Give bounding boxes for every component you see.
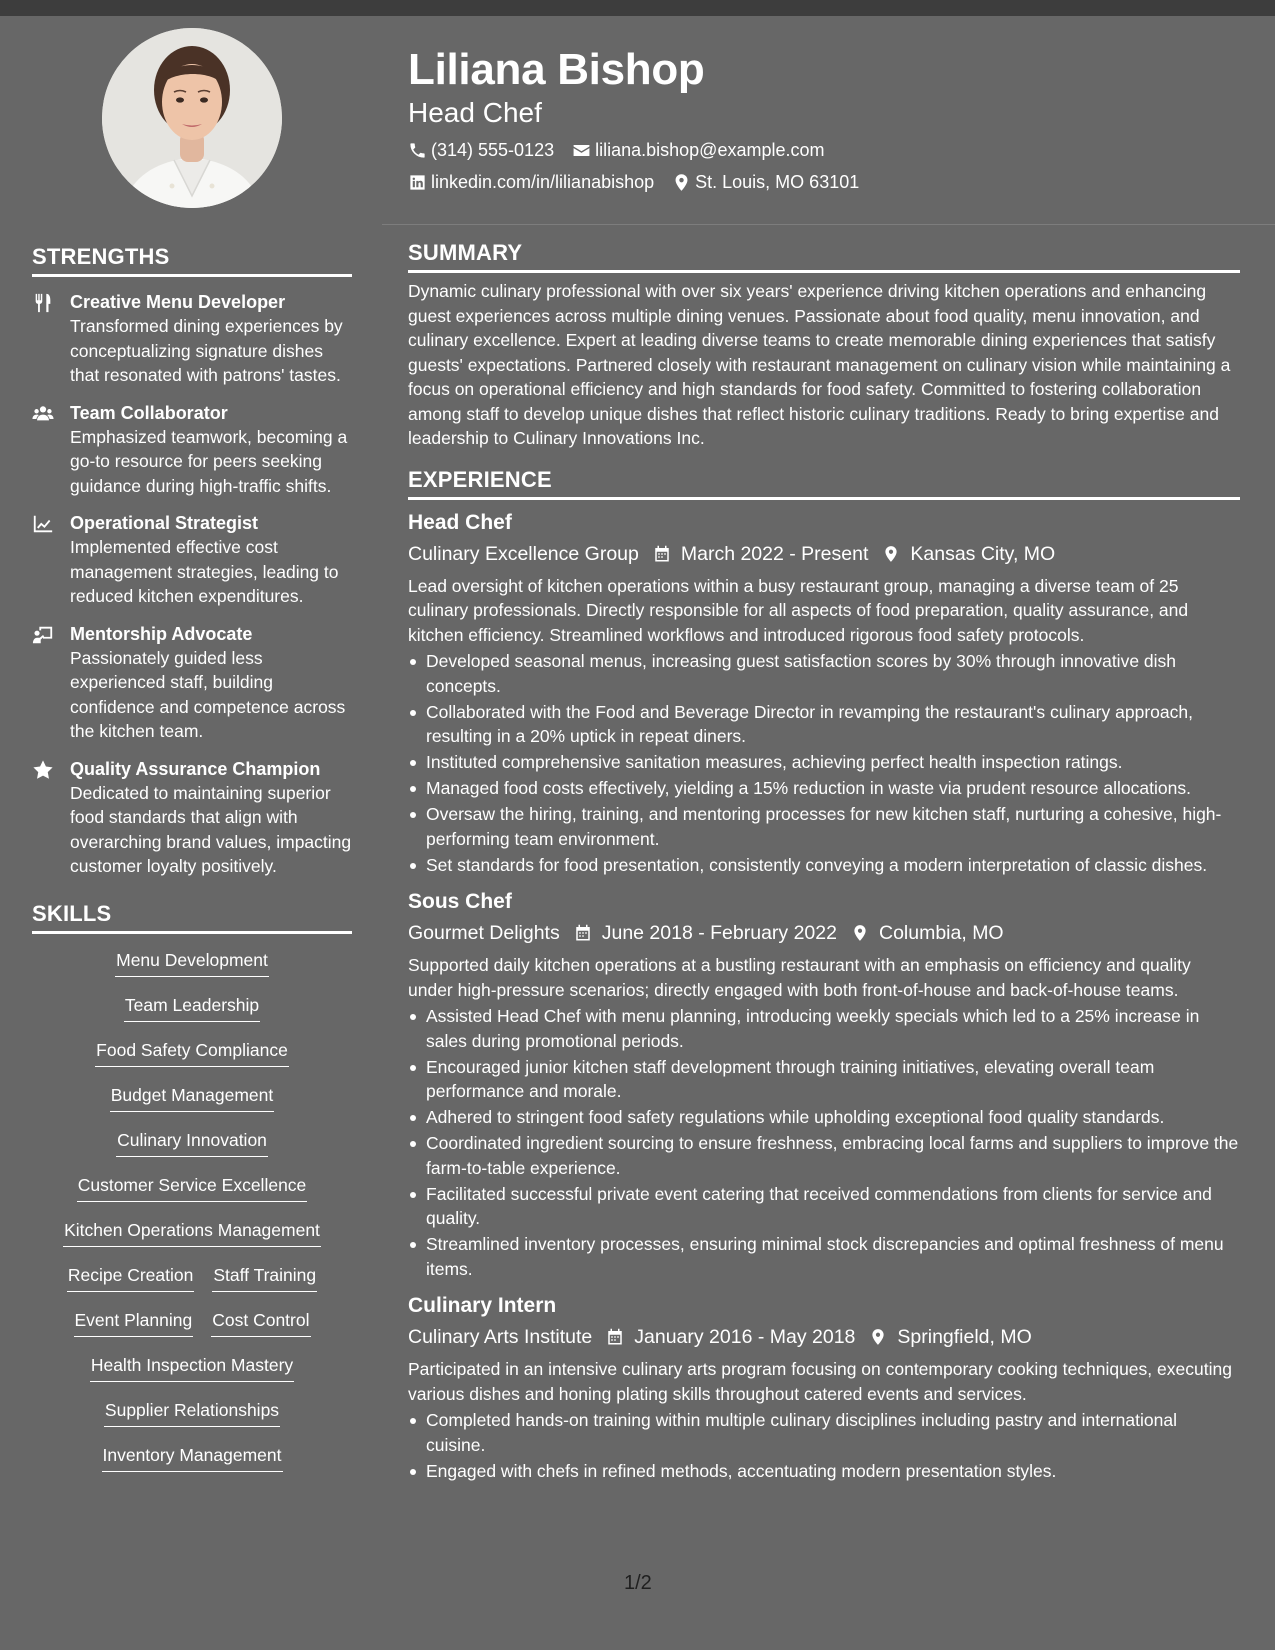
job-title: Head Chef [408,510,512,534]
skills-heading: SKILLS [32,901,352,934]
bullet-item: Instituted comprehensive sanitation measures, achieving perfect health inspection ratings. [408,750,1240,775]
map-marker-icon [672,173,691,192]
page-number: 1/2 [624,1572,652,1594]
bullet-item: Assisted Head Chef with menu planning, introducing weekly specials which led to a 25% increase in sales during promotional periods. [408,1004,1240,1053]
candidate-role: Head Chef [408,97,542,128]
bullet-item: Adhered to stringent food safety regulations while upholding exceptional food quality standards. [408,1105,1240,1130]
email-text[interactable]: liliana.bishop@example.com [595,140,825,160]
bullet-item: Engaged with chefs in refined methods, accentuating modern presentation styles. [408,1459,1240,1484]
strength-desc: Dedicated to maintaining superior food standards that align with overarching brand values, impacting customer loyalty positively. [70,782,352,876]
experience-heading: EXPERIENCE [408,467,1240,500]
resume-header [408,44,1240,194]
skill-tag: Event Planning [74,1304,194,1337]
job-entry [408,1291,1240,1483]
linkedin-icon [408,173,427,192]
candidate-name: Liliana Bishop [408,45,705,94]
strength-title: Operational Strategist [70,513,259,533]
skill-tag: Staff Training [212,1259,317,1292]
bullet-item: Oversaw the hiring, training, and mentoring processes for new kitchen staff, nurturing a cohesive, high-performing team environment. [408,802,1240,851]
page-top-bar [0,0,1275,16]
job-title: Culinary Intern [408,1294,557,1317]
job-bullets [408,649,1240,877]
job-meta [408,540,1240,568]
linkedin-text[interactable]: linkedin.com/in/lilianabishop [431,172,655,192]
skill-tag: Recipe Creation [67,1259,194,1292]
job-company: Culinary Arts Institute [408,1326,593,1348]
strength-desc: Emphasized teamwork, becoming a go-to resource for peers seeking guidance during high-traffic shifts. [70,426,348,496]
contact-line-2 [408,170,1240,194]
strength-title: Quality Assurance Champion [70,758,321,779]
envelope-icon [572,141,591,160]
skill-tag: Cost Control [211,1304,310,1337]
skill-tag: Customer Service Excellence [77,1169,308,1202]
bullet-item: Coordinated ingredient sourcing to ensure freshness, embracing local farms and suppliers to improve the farm-to-table experience. [408,1131,1240,1180]
strength-desc: Transformed dining experiences by conceptualizing signature dishes that resonated with patrons' tastes. [70,316,343,385]
utensils-icon [32,290,70,388]
strength-item [32,622,352,744]
job-description: Supported daily kitchen operations at a bustling restaurant with an emphasis on efficiency and quality under high-pressure scenarios; directly engaged with both front-of-house and back-of-house teams. [408,955,1191,1000]
bullet-item: Facilitated successful private event catering that received commendations from clients for service and quality. [408,1182,1240,1231]
header-divider [382,224,1275,225]
skill-tag: Team Leadership [124,989,260,1022]
job-entry [408,508,1240,878]
bullet-item: Collaborated with the Food and Beverage Director in revamping the restaurant's culinary approach, resulting in a 20% uptick in repeat diners. [408,700,1240,749]
email-contact[interactable] [572,138,824,162]
map-marker-icon [882,545,900,563]
profile-photo [102,28,282,208]
strength-title: Mentorship Advocate [70,623,253,644]
job-dates: January 2016 - May 2018 [634,1326,856,1348]
skills-list [32,944,352,1484]
skill-tag: Menu Development [115,944,269,977]
calendar-icon [653,545,671,563]
job-title: Sous Chef [408,890,512,913]
avatar [102,28,282,208]
skill-tag: Kitchen Operations Management [63,1214,321,1247]
chalkboard-teacher-icon [32,622,70,744]
bullet-item: Managed food costs effectively, yielding a 15% reduction in waste via prudent resource allocations. [408,776,1240,801]
summary-text: Dynamic culinary professional with over six years' experience driving kitchen operations and enhancing guest experiences across multiple dining venues. Passionate about food quality, menu innovation, and culinary excellence. Expert at leading diverse teams to create memorable dining experiences that satisfy guests' expectations. Partnered closely with restaurant management on culinary vision while maintaining a focus on operational efficiency and high standards for food safety. Committed to fostering collaboration among staff to develop unique dishes that reflect historic culinary traditions. Ready to bring expertise and leadership to Culinary Innovations Inc. [408,281,1231,448]
phone-text: (314) 555-0123 [431,140,555,160]
bullet-item: Set standards for food presentation, consistently conveying a modern interpretation of classic dishes. [408,853,1240,878]
location-text: St. Louis, MO 63101 [695,172,860,192]
job-location: Springfield, MO [897,1326,1032,1348]
skill-tag: Supplier Relationships [104,1394,280,1427]
job-bullets [408,1004,1240,1281]
strength-item [32,757,352,879]
bullet-item: Encouraged junior kitchen staff development through training initiatives, elevating overall team performance and morale. [408,1055,1240,1104]
chart-line-icon [32,511,70,609]
star-icon [32,757,70,879]
right-column [408,240,1240,1485]
skill-tag: Food Safety Compliance [95,1034,289,1067]
job-dates: June 2018 - February 2022 [601,922,837,944]
job-location: Kansas City, MO [910,542,1056,565]
summary-heading: SUMMARY [408,240,1240,273]
skill-tag: Inventory Management [102,1439,283,1472]
left-column [32,28,352,1484]
calendar-icon [574,924,592,942]
strength-desc: Passionately guided less experienced staff, building confidence and competence across the kitchen team. [70,647,346,741]
strength-desc: Implemented effective cost management strategies, leading to reduced kitchen expenditures. [70,537,339,606]
job-description: Participated in an intensive culinary arts program focusing on contemporary cooking techniques, executing various dishes and honing plating skills throughout catered events and services. [408,1359,1232,1404]
map-marker-icon [869,1328,887,1346]
strength-title: Creative Menu Developer [70,292,286,312]
phone-icon [408,141,427,160]
bullet-item: Developed seasonal menus, increasing guest satisfaction scores by 30% through innovative dish concepts. [408,649,1240,698]
strength-item [32,290,352,388]
contact-line-1 [408,138,1240,162]
strength-title: Team Collaborator [70,402,228,423]
job-company: Gourmet Delights [408,922,560,944]
calendar-icon [606,1328,624,1346]
job-entry [408,887,1240,1281]
linkedin-contact[interactable] [408,170,654,194]
job-bullets [408,1408,1240,1483]
map-marker-icon [851,924,869,942]
strengths-heading: STRENGTHS [32,244,352,277]
bullet-item: Completed hands-on training within multiple culinary disciplines including pastry and international cuisine. [408,1408,1240,1457]
phone-contact [408,138,554,162]
job-meta [408,919,1240,947]
skill-tag: Budget Management [110,1079,274,1112]
job-dates: March 2022 - Present [680,542,869,565]
skill-tag: Health Inspection Mastery [90,1349,294,1382]
bullet-item: Streamlined inventory processes, ensuring minimal stock discrepancies and optimal freshness of menu items. [408,1232,1240,1281]
skill-tag: Culinary Innovation [116,1124,268,1157]
job-location: Columbia, MO [878,922,1004,944]
strength-item [32,511,352,609]
job-meta [408,1323,1240,1351]
job-company: Culinary Excellence Group [408,542,639,565]
job-description: Lead oversight of kitchen operations within a busy restaurant group, managing a diverse team of 25 culinary professionals. Directly responsible for all aspects of food preparation, quality assurance, and kitchen efficiency. Streamlined workflows and introduced rigorous food safety protocols. [408,575,1189,645]
users-icon [32,401,70,499]
strength-item [32,401,352,499]
location-contact [672,170,859,194]
